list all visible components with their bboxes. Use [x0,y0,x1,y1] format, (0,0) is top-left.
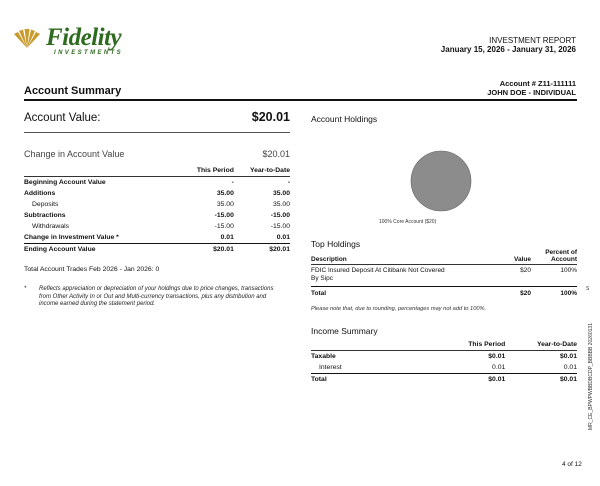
row-period: 35.00 [216,201,234,208]
summary-col-this-period: This Period [182,165,234,177]
row-ytd: $0.01 [505,374,577,386]
account-info [487,80,576,97]
pyramid-logo-icon [12,26,42,50]
page-number: 4 of 12 [562,461,582,468]
row-ytd: -15.00 [270,212,290,219]
row-period: 35.00 [216,190,234,197]
total-value: $20 [506,287,531,299]
income-col-ytd: Year-to-Date [505,339,577,351]
col-percent-line1: Percent of [545,249,577,256]
table-total-row [311,374,577,386]
fidelity-logo [12,26,123,56]
col-description: Description [311,249,506,265]
row-period: $0.01 [439,374,505,386]
margin-number: S [586,286,590,292]
holding-description: FDIC Insured Deposit At Citibank Not Covered By Sipc [311,267,445,282]
row-label: Deposits [32,201,59,208]
summary-header-blank [24,165,182,177]
table-row [24,177,290,189]
table-row [24,199,290,210]
row-label: Beginning Account Value [24,179,106,186]
col-percent-line2: Account [551,256,577,263]
row-label: Interest [319,364,342,371]
account-number: Account # Z11-111111 [499,79,576,88]
account-value: $20.01 [251,110,290,124]
income-summary-heading: Income Summary [311,326,378,336]
table-row [24,188,290,199]
total-trades-text: Total Account Trades Feb 2026 - Jan 2026: 0 [24,266,160,273]
row-label: Total [311,374,439,386]
top-holdings-header-row [311,249,577,265]
report-header [441,36,576,54]
row-ytd: 0.01 [563,364,577,371]
row-label: Change in Investment Value * [24,234,119,241]
account-holdings-heading: Account Holdings [311,114,378,124]
row-period: $0.01 [488,353,506,360]
row-ytd: $20.01 [234,244,290,256]
income-header-row [311,339,577,351]
income-col-this-period: This Period [439,339,505,351]
row-period: -15.00 [214,212,234,219]
col-value: Value [506,249,531,265]
table-row [311,265,577,284]
table-row [24,232,290,244]
table-row [311,362,577,374]
table-row [24,221,290,232]
summary-col-ytd: Year-to-Date [234,165,290,177]
summary-header-row [24,165,290,177]
table-total-row [24,244,290,256]
rounding-note: Please note that, due to rounding, percentages may not add to 100%. [311,306,487,312]
holdings-pie-chart [410,150,472,212]
footnote-text: Reflects appreciation or depreciation of your holdings due to price changes, transactions from Other Activity In or Out and Multi-currency transactions, plus any distribution and income earned during the statement period. [39,286,274,307]
row-label: Ending Account Value [24,244,182,256]
account-value-divider [24,132,290,133]
row-label: Additions [24,190,56,197]
holding-value: $20 [520,267,531,274]
pie-label: 100% Core Account ($20) [379,219,437,225]
report-title: INVESTMENT REPORT [489,36,576,45]
row-label: Taxable [311,353,336,360]
row-period: $20.01 [182,244,234,256]
table-total-row [311,287,577,299]
row-period: 0.01 [220,234,234,241]
total-label: Total [311,287,506,299]
account-summary-table [24,165,290,255]
row-label: Withdrawals [32,223,70,230]
row-period: 0.01 [492,364,506,371]
logo-tagline: INVESTMENTS [54,50,124,56]
change-label: Change in Account Value [24,149,125,159]
row-ytd: 35.00 [272,201,290,208]
top-holdings-table [311,249,577,298]
footnote-marker: * [24,286,27,292]
table-row [24,210,290,221]
row-ytd: 0.01 [276,234,290,241]
row-period: - [231,179,234,186]
row-ytd: - [287,179,290,186]
logo-wordmark: Fidelity [46,24,122,51]
income-header-blank [311,339,439,351]
row-period: -15.00 [214,223,234,230]
total-percent: 100% [531,287,577,299]
col-percent [531,249,577,265]
row-ytd: $0.01 [559,353,577,360]
table-row [311,351,577,363]
income-summary-table [311,339,577,385]
margin-barcode-text: MR_CE_BPWPWBBDBCDP_BBBBB 20260131 [588,323,594,430]
row-ytd: 35.00 [272,190,290,197]
report-period: January 15, 2026 - January 31, 2026 [440,45,576,54]
row-ytd: -15.00 [270,223,290,230]
holding-percent: 100% [560,267,577,274]
account-value-label: Account Value: [24,112,101,124]
pie-slice-core-account [411,151,471,211]
page-title: Account Summary [24,85,122,97]
change-value: $20.01 [262,149,290,159]
row-label: Subtractions [24,212,66,219]
top-holdings-heading: Top Holdings [311,239,361,249]
header-divider [24,99,577,101]
account-holder: JOHN DOE - INDIVIDUAL [487,87,576,97]
